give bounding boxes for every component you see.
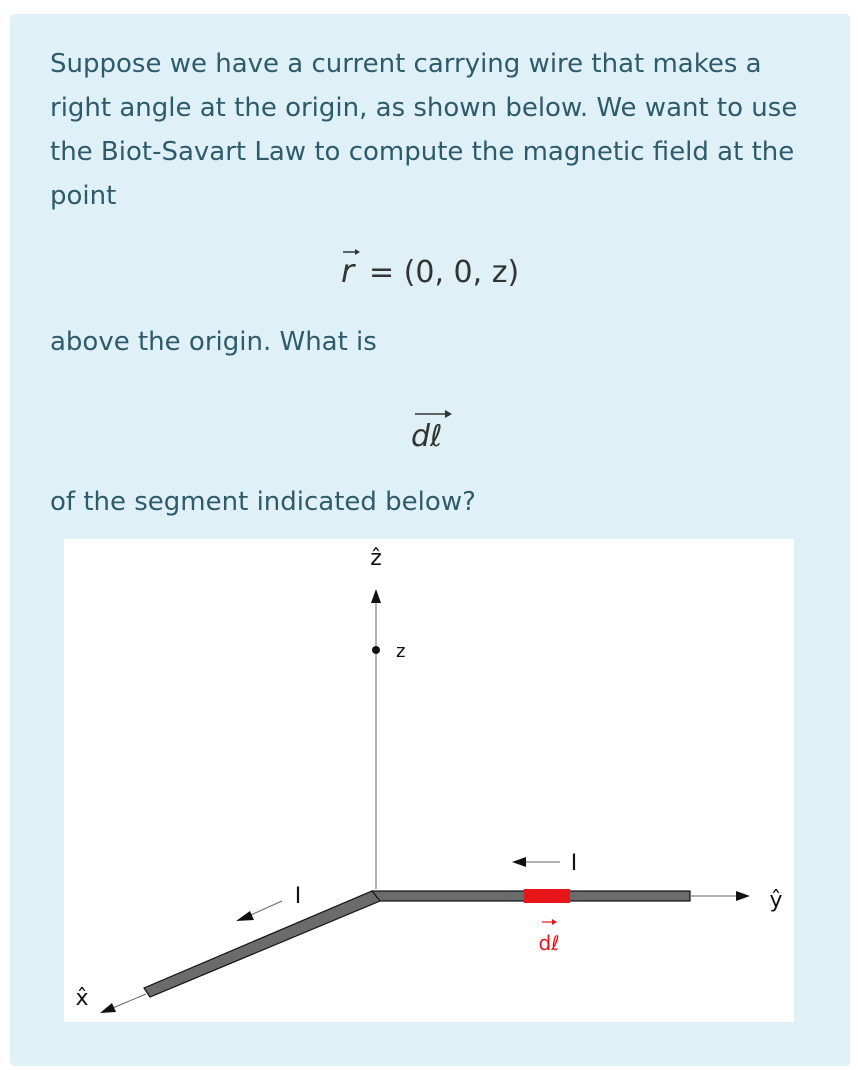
dl-label-arrowhead	[552, 919, 557, 925]
dl-segment	[524, 889, 570, 903]
problem-card	[10, 14, 850, 1066]
current-y-arrowhead	[512, 857, 526, 867]
current-x-arrowhead	[236, 911, 254, 921]
wire-figure	[64, 539, 794, 1022]
x-wire	[144, 891, 380, 997]
equation-rhs: = (0, 0, z)	[369, 255, 520, 290]
y-axis-arrowhead	[736, 891, 750, 901]
current-x-label: I	[294, 884, 302, 909]
x-axis-label: x̂	[75, 986, 89, 1011]
position-equation	[335, 242, 535, 292]
point-z-dot	[372, 646, 380, 654]
intro-paragraph: Suppose we have a current carrying wire that makes a right angle at the origin, as shown below. We want to use the Biot-Savart Law to compute the magnetic field at the point	[50, 49, 798, 211]
x-axis-arrowhead	[100, 1003, 116, 1013]
dl-equation-svg	[403, 400, 463, 460]
vector-arrow-head	[355, 249, 360, 255]
wire-diagram	[64, 539, 794, 1022]
position-equation-svg	[335, 242, 535, 292]
dl-symbol: dℓ	[411, 419, 443, 454]
dl-equation	[403, 400, 463, 460]
point-z-label: z	[396, 641, 406, 662]
z-axis-label: ẑ	[370, 546, 382, 571]
y-axis-label: ŷ	[769, 888, 783, 913]
dl-arrow-head	[445, 410, 452, 418]
mid-paragraph: above the origin. What is	[50, 327, 377, 357]
z-axis-arrowhead	[371, 589, 381, 603]
r-symbol: r	[341, 252, 355, 290]
current-y-label: I	[570, 851, 578, 876]
question-paragraph: of the segment indicated below?	[50, 487, 476, 517]
dl-segment-label: dℓ	[538, 931, 560, 955]
